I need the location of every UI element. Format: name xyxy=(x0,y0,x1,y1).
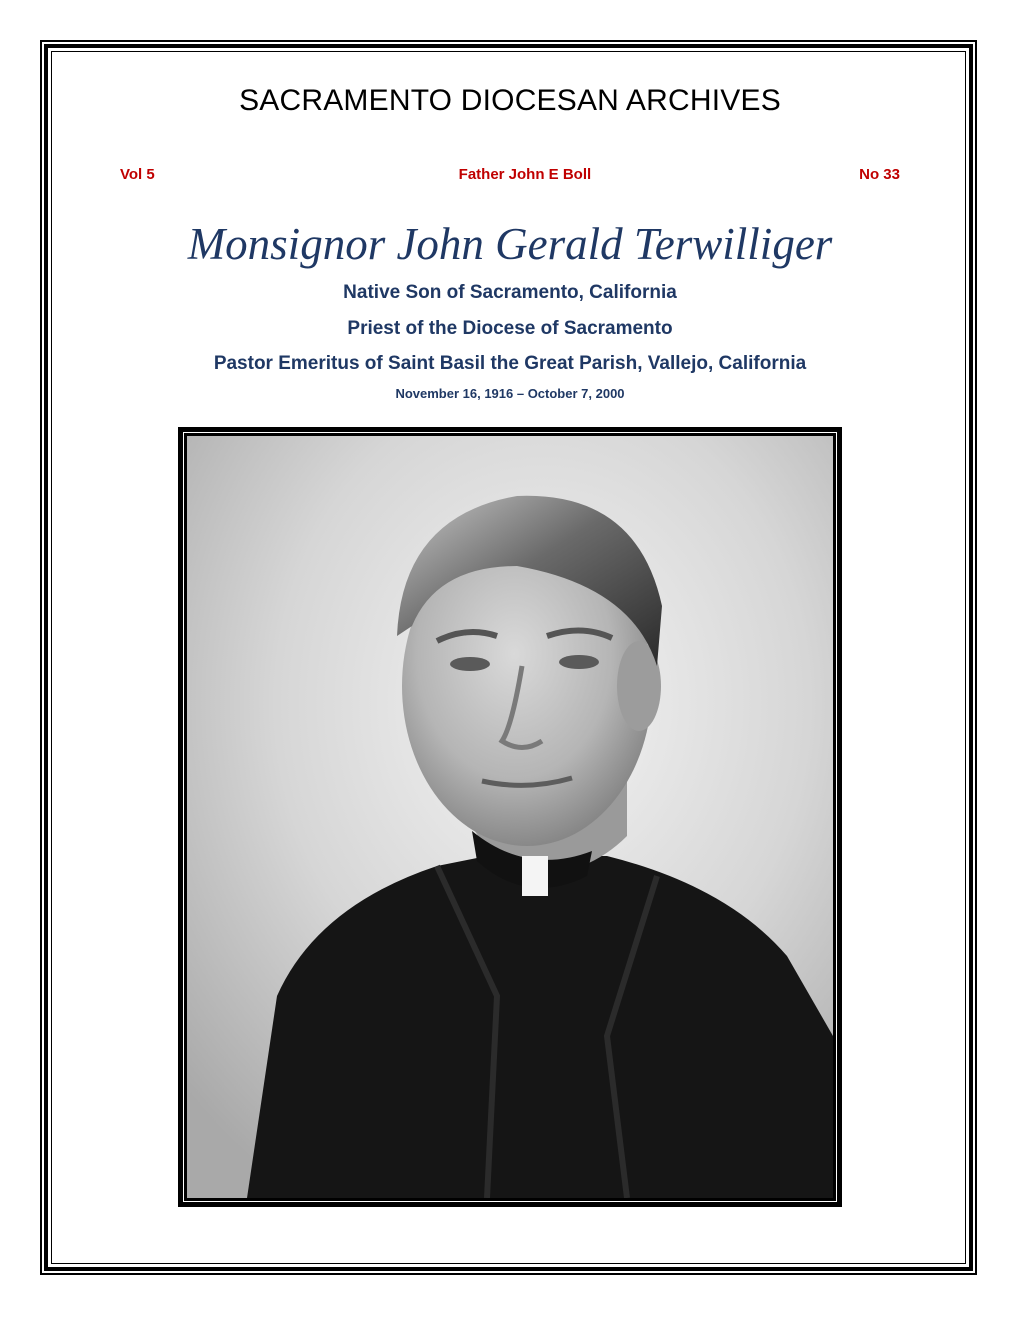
life-dates: November 16, 1916 – October 7, 2000 xyxy=(395,386,625,401)
archive-title: SACRAMENTO DIOCESAN ARCHIVES xyxy=(239,84,781,117)
portrait-frame xyxy=(178,427,842,1207)
portrait-illustration xyxy=(187,436,833,1198)
subtitle-pastor-emeritus: Pastor Emeritus of Saint Basil the Great Parish, Vallejo, California xyxy=(213,353,807,374)
subtitle-priest: Priest of the Diocese of Sacramento xyxy=(347,318,673,339)
author-label: Father John E Boll xyxy=(458,166,592,183)
issue-number-label: No 33 xyxy=(859,166,900,183)
subtitle-native-son: Native Son of Sacramento, California xyxy=(343,282,677,303)
volume-label: Vol 5 xyxy=(120,166,155,183)
subject-name-title: Monsignor John Gerald Terwilliger xyxy=(187,219,833,269)
portrait-photo xyxy=(187,436,833,1198)
issue-meta-row xyxy=(120,166,900,183)
